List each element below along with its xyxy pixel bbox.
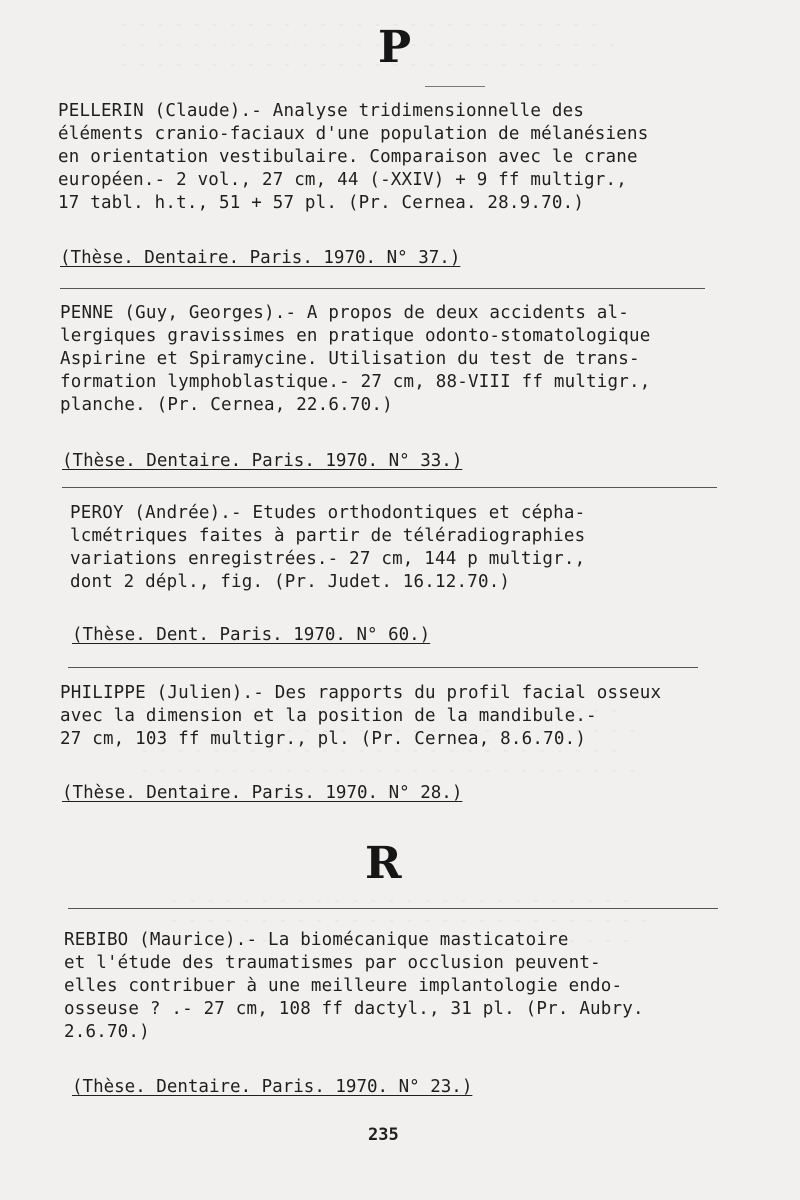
entry-divider	[60, 288, 705, 289]
thesis-reference: (Thèse. Dent. Paris. 1970. N° 60.)	[72, 625, 431, 645]
entry-line: REBIBO (Maurice).- La biomécanique masticatoire	[64, 930, 569, 950]
section-letter-p: P	[378, 22, 412, 73]
thesis-reference: (Thèse. Dentaire. Paris. 1970. N° 28.)	[62, 783, 463, 803]
entry-penne	[60, 302, 650, 417]
thesis-reference: (Thèse. Dentaire. Paris. 1970. N° 23.)	[72, 1077, 473, 1097]
bleed-through-text	[120, 14, 617, 74]
entry-line: en orientation vestibulaire. Comparaison avec le crane	[58, 147, 638, 167]
entry-line: 27 cm, 103 ff multigr., pl. (Pr. Cernea, 8.6.70.)	[60, 729, 587, 749]
entry-line: PENNE (Guy, Georges).- A propos de deux accidents al-	[60, 303, 630, 323]
entry-pellerin	[58, 100, 648, 215]
section-rule	[68, 908, 718, 909]
entry-line: PHILIPPE (Julien).- Des rapports du profil facial osseux	[60, 683, 662, 703]
entry-line: avec la dimension et la position de la mandibule.-	[60, 706, 597, 726]
entry-line: formation lymphoblastique.- 27 cm, 88-VIII ff multigr.,	[60, 372, 651, 392]
entry-line: PEROY (Andrée).- Etudes orthodontiques et cépha-	[70, 503, 586, 523]
entry-line: européen.- 2 vol., 27 cm, 44 (-XXIV) + 9 ff multigr.,	[58, 170, 628, 190]
entry-rebibo	[64, 929, 644, 1044]
entry-peroy	[70, 502, 585, 594]
entry-line: lergiques gravissimes en pratique odonto-stomatologique	[60, 326, 651, 346]
entry-divider	[68, 667, 698, 668]
entry-line: variations enregistrées.- 27 cm, 144 p multigr.,	[70, 549, 586, 569]
entry-divider	[62, 487, 717, 488]
entry-line: planche. (Pr. Cernea, 22.6.70.)	[60, 395, 393, 415]
entry-line: elles contribuer à une meilleure implantologie endo-	[64, 976, 623, 996]
page-number: 235	[368, 1125, 399, 1145]
entry-line: lcmétriques faites à partir de téléradiographies	[70, 526, 586, 546]
entry-philippe	[60, 682, 661, 751]
entry-line: dont 2 dépl., fig. (Pr. Judet. 16.12.70.)	[70, 572, 511, 592]
entry-line: 17 tabl. h.t., 51 + 57 pl. (Pr. Cernea. 28.9.70.)	[58, 193, 585, 213]
entry-line: 2.6.70.)	[64, 1022, 150, 1042]
thesis-reference: (Thèse. Dentaire. Paris. 1970. N° 33.)	[62, 451, 463, 471]
entry-line: et l'étude des traumatismes par occlusion peuvent-	[64, 953, 601, 973]
entry-line: éléments cranio-faciaux d'une population de mélanésiens	[58, 124, 649, 144]
entry-line: Aspirine et Spiramycine. Utilisation du test de trans-	[60, 349, 640, 369]
entry-line: PELLERIN (Claude).- Analyse tridimensionnelle des	[58, 101, 585, 121]
section-letter-r: R	[365, 838, 402, 889]
thesis-reference: (Thèse. Dentaire. Paris. 1970. N° 37.)	[60, 248, 461, 268]
section-rule	[425, 86, 485, 87]
entry-line: osseuse ? .- 27 cm, 108 ff dactyl., 31 pl. (Pr. Aubry.	[64, 999, 644, 1019]
